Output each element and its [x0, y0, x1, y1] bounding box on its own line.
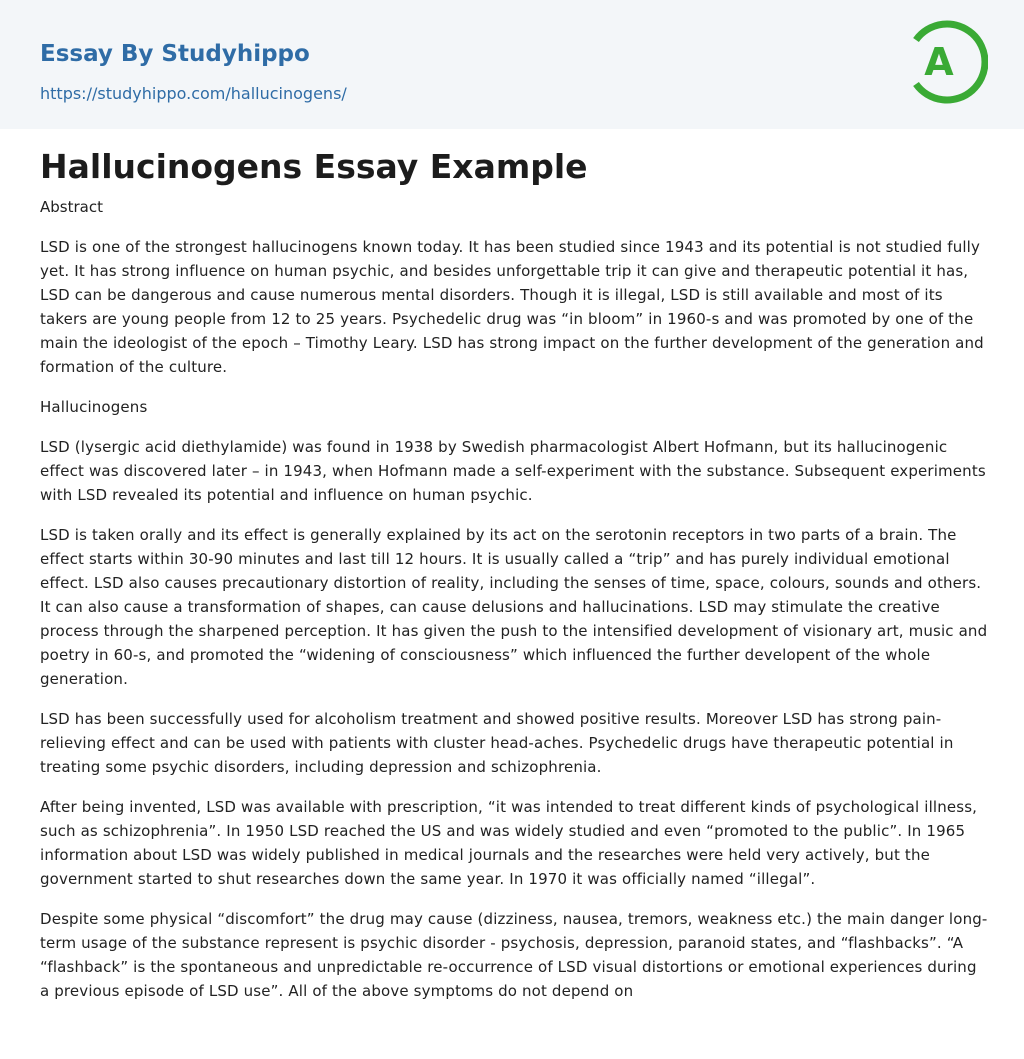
essay-content: [40, 143, 988, 1059]
essay-url-link[interactable]: https://studyhippo.com/hallucinogens/: [40, 84, 347, 103]
page-title: Hallucinogens Essay Example: [40, 147, 588, 186]
paragraph: LSD is taken orally and its effect is generally explained by its act on the serotonin receptors in two parts of a brain. The effect starts within 30-90 minutes and last till 12 hours. It is usually called a “trip” and has purely individual emotional effect. LSD also causes precautionary distortion of reality, including the senses of time, space, colours, sounds and others. It can also cause a transformation of shapes, can cause delusions and hallucinations. LSD may stimulate the creative process through the sharpened perception. It has given the push to the intensified development of visionary art, music and poetry in 60-s, and promoted the “widening of consciousness” which influenced the further developent of the whole generation.: [40, 526, 988, 688]
paragraph: After being invented, LSD was available with prescription, “it was intended to treat different kinds of psychological illness, such as schizophrenia”. In 1950 LSD reached the US and was widely studied and even “promoted to the public”. In 1965 information about LSD was widely published in medical journals and the researches were held very actively, but the government started to shut researches down the same year. In 1970 it was officially named “illegal”.: [40, 798, 978, 888]
site-brand[interactable]: Essay By Studyhippo: [40, 41, 310, 67]
logo-letter: A: [924, 40, 954, 84]
paragraph: Despite some physical “discomfort” the drug may cause (dizziness, nausea, tremors, weakness etc.) the main danger long-term usage of the substance represent is psychic disorder - psychosis, depression, paranoid states, and “flashbacks”. “A “flashback” is the spontaneous and unpredictable re-occurrence of LSD visual distortions or emotional experiences during a previous episode of LSD use”. All of the above symptoms do not depend on: [40, 910, 988, 1000]
paragraph: LSD (lysergic acid diethylamide) was found in 1938 by Swedish pharmacologist Albert Hofmann, but its hallucinogenic effect was discovered later – in 1943, when Hofmann made a self-experiment with the substance. Subsequent experiments with LSD revealed its potential and influence on human psychic.: [40, 438, 986, 504]
paragraph: LSD is one of the strongest hallucinogens known today. It has been studied since 1943 and its potential is not studied fully yet. It has strong influence on human psychic, and besides unforgettable trip it can give and therapeutic potential it has, LSD can be dangerous and cause numerous mental disorders. Though it is illegal, LSD is still available and most of its takers are young people from 12 to 25 years. Psychedelic drug was “in bloom” in 1960-s and was promoted by one of the main the ideologist of the epoch – Timothy Leary. LSD has strong impact on the further development of the generation and formation of the culture.: [40, 238, 984, 376]
paragraph: LSD has been successfully used for alcoholism treatment and showed positive results. Moreover LSD has strong pain-relieving effect and can be used with patients with cluster head-aches. Psychedelic drugs have therapeutic potential in treating some psychic disorders, including depression and schizophrenia.: [40, 710, 954, 776]
studyhippo-logo[interactable]: [910, 18, 988, 106]
section-heading-hallucinogens: Hallucinogens: [40, 398, 148, 416]
site-header: [0, 0, 1024, 129]
section-heading-abstract: Abstract: [40, 198, 103, 216]
